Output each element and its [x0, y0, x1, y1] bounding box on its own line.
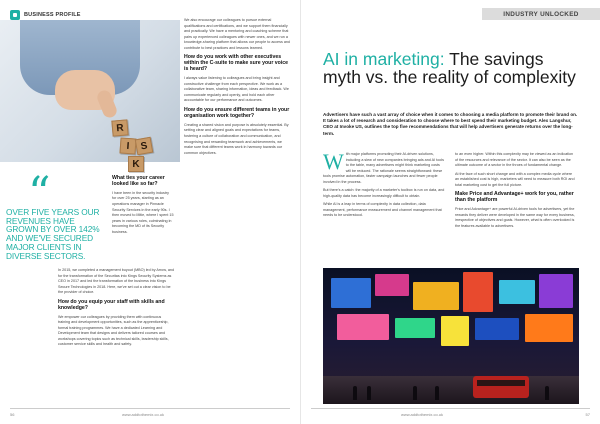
bus — [473, 376, 529, 398]
right-column-a — [323, 149, 445, 219]
section-banner — [482, 8, 600, 20]
photo-block: S — [135, 137, 154, 156]
photo-block: I — [119, 137, 136, 154]
body-paragraph: But there's a catch: the majority of a marketer's toolbox is run on data, and high-quality data has become increasingly difficult to obtain. — [323, 188, 445, 198]
left-column-b — [184, 18, 292, 156]
footer-url[interactable]: www.addtothemix.co.uk — [122, 412, 165, 417]
section-header — [10, 10, 81, 20]
question-heading: What ties your career looked like so far? — [112, 175, 165, 187]
logo-icon — [10, 10, 20, 20]
question-heading: How do you ensure different teams in your organisation work together? — [184, 106, 290, 119]
section-label: BUSINESS PROFILE — [24, 12, 81, 18]
body-paragraph: I have been in the security industry for over 25 years, starting as an operations manager in Pinnacle Security Services in the early 90s. I then moved to Mitie, where I spent 15 years in various roles, culminating in becoming the MD of its Security business. — [112, 190, 174, 234]
body-paragraph: Price and Advantage+ are powerful AI-driven tools for advertisers, yet the rewards they deliver were developed in the same way for every business, irrespective of objectives and goals. However, what is often overlooked is the features available to advertisers. — [455, 207, 575, 228]
page-number: 56 — [10, 412, 15, 417]
body-paragraph: In 2015, we completed a management buyout (MBO) led by Arrow, and for the transformation of the Securitas into Kings Security Systems as CEO in 2017 and led the transformation of the business into Kings Secure Technologies in 2018. Here, we've set out a clear vision to be the provider of choice. — [58, 268, 175, 295]
body-paragraph: I always value listening to colleagues and bring insight and constructive challenge from each perspective. We work as a collaborative team, sharing information, ideas and feedback. We communicate regularly and openly, and hold each other accountable for our performance and outcomes. — [184, 76, 289, 103]
page-number: 57 — [585, 412, 590, 417]
question-heading: Make Price and Advantage+ work for you, rather than the platform — [455, 191, 574, 204]
city-night-photo — [323, 268, 579, 404]
body-paragraph: We empower our colleagues by providing them with continuous training and development opportunities, such as the apprenticeship, formal training programmes. We have a dedicated Learning and Development team that designs and delivers tailored courses and workshops covering topics such as technical skills, leadership skills, customer service skills and health and safety. — [58, 314, 169, 347]
drop-cap: W — [323, 149, 344, 174]
question-heading: How do you equip your staff with skills and knowledge? — [58, 298, 165, 311]
body-paragraph: We also encourage our colleagues to pursue external qualifications and certifications, and we support them financially and practically. We have a mentoring and coaching scheme that pairs up experienced colleagues with newer ones, and we run a knowledge-sharing platform that allows our people to access and contribute to best practices and lessons learned. — [184, 18, 290, 50]
right-column-b — [455, 152, 577, 229]
pull-quote: OVER FIVE YEARS OUR REVENUES HAVE GROWN BY OVER 142% AND WE'VE SECURED MAJOR CLIENTS IN DIVERSE SECTORS. — [6, 207, 100, 261]
left-column-bottom — [58, 268, 174, 348]
body-paragraph: At the face of such short change and with a complex media cycle where an established cost is high, marketers will need to measure both ROI and total marketing cost to get the full picture. — [455, 171, 575, 187]
title-accent: AI in marketing: — [323, 49, 445, 69]
article-intro: Advertisers have such a vast array of choice when it comes to choosing a media platform to promote their brand on. It takes a lot of research and consideration to choose where to best spend their marketing budget. Alex Langshur, CEO at Invoke US, outlines the top five recommendations that will help advertisers generate returns over the long-term. — [323, 112, 578, 136]
title-rest: The savings myth vs. the reality of complexity — [323, 49, 576, 88]
banner-label: INDUSTRY UNLOCKED — [503, 10, 579, 18]
body-paragraph: ith major platforms promoting their AI-driven solutions, including a slew of new companies bringing ads and AI tools to the table, many advertisers might think marketing costs will be reduced. The rationale seems straightforward: these tools promise automation, faster campaign launches and fewer people involved in the process. — [323, 152, 444, 184]
photo-block: K — [128, 156, 144, 172]
body-paragraph: While AI is a leap in terms of complexity in data collection, data management, performance measurement and channel management that needs to be understood. — [323, 202, 442, 218]
body-paragraph: to an even higher. Within this complexity may be viewed as an indication of the resources and relevance of the sector. It can also be seen as the ultimate outcome of a sector in the throes of fundamental change. — [455, 152, 574, 168]
footer-url[interactable]: www.addtothemix.co.uk — [401, 412, 444, 417]
question-heading: How do you work with other executives within the C-suite to make sure your voice is heard? — [184, 54, 289, 73]
risk-blocks-photo — [0, 20, 180, 170]
article-title — [323, 50, 583, 87]
photo-block: R — [111, 119, 128, 136]
left-column-a — [112, 172, 174, 235]
quote-mark-icon: “ — [28, 168, 51, 219]
right-page — [300, 0, 600, 424]
body-paragraph: Creating a shared vision and purpose is absolutely essential. By setting clear and aligned goals and expectations for teams, fostering a culture of collaboration and communication, and recognising and rewarding teamwork and achievements, we make sure that different teams work in harmony towards our common objectives. — [184, 122, 289, 155]
